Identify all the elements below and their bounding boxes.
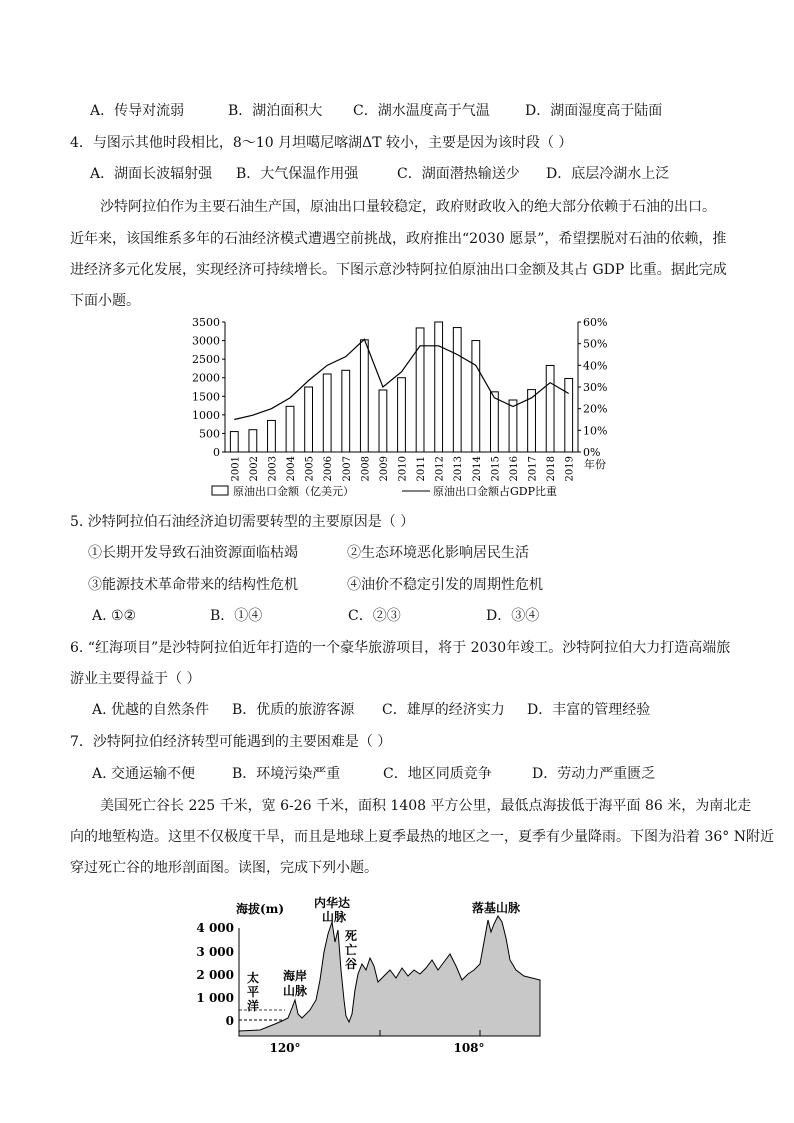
q4-option-a[interactable]: A．湖面长波辐射强: [90, 166, 213, 182]
q3-option-a[interactable]: A．传导对流弱: [90, 103, 185, 119]
profile-y-tick: 2 000: [196, 968, 234, 982]
x-tick-120: 120°: [269, 1041, 301, 1055]
bar: [230, 432, 238, 452]
bar: [249, 430, 257, 452]
coast-range-label: 山脉: [283, 984, 308, 998]
category-label: 2004: [286, 456, 298, 482]
right-tick-label: 30%: [583, 381, 608, 394]
left-tick-label: 1000: [192, 408, 220, 422]
category-label: 2016: [508, 456, 520, 482]
bar: [490, 392, 498, 452]
q5-option-b[interactable]: B．①④: [210, 608, 263, 624]
bar: [379, 390, 387, 452]
q5-item-1: ①长期开发导致石油资源面临枯竭: [88, 545, 298, 561]
x-axis-label: 年份: [584, 458, 606, 471]
q5-item-3: ③能源技术革命带来的结构性危机: [88, 577, 298, 593]
q7-option-d[interactable]: D．劳动力严重匮乏: [532, 766, 656, 782]
category-label: 2017: [527, 456, 539, 482]
category-label: 2005: [304, 456, 316, 482]
oil-export-chart: [180, 312, 620, 502]
q6-option-b[interactable]: B．优质的旅游客源: [232, 702, 355, 718]
bar: [305, 387, 313, 452]
category-label: 2019: [564, 456, 576, 482]
q6-option-c[interactable]: C．雄厚的经济实力: [382, 702, 505, 718]
q7-stem: 7．沙特阿拉伯经济转型可能遇到的主要困难是（ ）: [70, 734, 392, 750]
legend-line-label: 原油出口金额占GDP比重: [433, 485, 558, 498]
q6-option-a[interactable]: A. 优越的自然条件: [92, 702, 210, 718]
death-valley-label: 亡: [345, 943, 358, 957]
left-tick-label: 1500: [192, 390, 220, 404]
legend-bar-swatch: [212, 486, 228, 495]
profile-y-tick: 3 000: [196, 945, 234, 959]
left-tick-label: 3500: [192, 316, 220, 329]
q5-item-2: ②生态环境恶化影响居民生活: [347, 545, 529, 561]
passage1-line-2: 近年来，该国维系多年的石油经济模式遭遇空前挑战，政府推出“2030 愿景”，希望摆脱对石油的依赖，推: [70, 231, 727, 247]
bar: [435, 322, 443, 452]
q6-option-d[interactable]: D．丰富的管理经验: [527, 702, 651, 718]
right-tick-label: 20%: [583, 402, 608, 416]
passage1-line-3: 进经济多元化发展，实现经济可持续增长。下图示意沙特阿拉伯原油出口金额及其占 GDP 比重。据此完成: [70, 262, 727, 278]
coast-range-label: 海岸: [283, 969, 308, 983]
category-label: 2013: [453, 456, 465, 482]
right-tick-label: 40%: [583, 359, 608, 373]
category-label: 2009: [378, 456, 390, 482]
category-label: 2014: [471, 456, 483, 482]
q4-option-d[interactable]: D．底层冷湖水上泛: [546, 166, 670, 182]
nevada-label: 内华达: [314, 896, 351, 910]
category-label: 2018: [546, 456, 558, 482]
passage1-line-4: 下面小题。: [70, 293, 140, 309]
category-label: 2003: [267, 456, 279, 482]
pacific-label: 太: [247, 971, 260, 985]
q3-option-d[interactable]: D．湖面湿度高于陆面: [525, 103, 663, 119]
profile-y-tick: 4 000: [196, 921, 234, 935]
bar: [546, 365, 554, 452]
terrain-profile: [180, 890, 560, 1060]
q5-option-d[interactable]: D．③④: [486, 608, 540, 624]
pacific-label: 洋: [247, 999, 260, 1013]
passage1-line-1: 沙特阿拉伯作为主要石油生产国，原油出口量较稳定，政府财政收入的绝大部分依赖于石油的出口。: [100, 199, 716, 215]
bar: [453, 328, 461, 452]
bar: [286, 406, 294, 452]
bar: [268, 420, 276, 452]
right-tick-label: 60%: [583, 316, 608, 329]
bar: [323, 374, 331, 452]
left-tick-label: 2000: [192, 371, 220, 385]
q5-option-c[interactable]: C．②③: [348, 608, 401, 624]
q3-option-c[interactable]: C．湖水温度高于气温: [353, 103, 490, 119]
death-valley-label: 谷: [345, 957, 358, 971]
rocky-mountains-label: 落基山脉: [472, 901, 521, 915]
q7-option-c[interactable]: C．地区同质竞争: [383, 766, 492, 782]
right-tick-label: 10%: [583, 424, 608, 438]
profile-y-label: 海拔(m): [236, 902, 285, 916]
death-valley-label: 死: [345, 929, 358, 943]
left-tick-label: 3000: [192, 334, 220, 348]
q6-stem-line-2: 游业主要得益于（ ）: [70, 671, 201, 687]
category-label: 2001: [230, 456, 242, 482]
bar: [360, 340, 368, 452]
q4-stem: 4．与图示其他时段相比，8～10 月坦噶尼喀湖ΔT 较小，主要是因为该时段（ ）: [70, 135, 573, 151]
bar: [398, 378, 406, 452]
q5-option-a[interactable]: A. ①②: [92, 608, 137, 624]
passage2-line-2: 向的地堑构造。这里不仅极度干旱，而且是地球上夏季最热的地区之一，夏季有少量降雨。下图为沿着 36° N附近: [70, 829, 774, 845]
profile-y-tick: 1 000: [196, 991, 234, 1005]
left-tick-label: 2500: [192, 353, 220, 367]
q6-stem-line-1: 6. “红海项目”是沙特阿拉伯近年打造的一个豪华旅游项目，将于 2030年竣工。沙特阿拉伯大力打造高端旅: [70, 640, 731, 656]
category-label: 2006: [323, 456, 335, 482]
bar: [472, 341, 480, 452]
passage2-line-3: 穿过死亡谷的地形剖面图。读图，完成下列小题。: [70, 860, 378, 876]
left-tick-label: 500: [199, 427, 220, 441]
category-label: 2012: [434, 456, 446, 482]
category-label: 2011: [416, 456, 428, 482]
bar: [509, 400, 517, 452]
pacific-label: 平: [247, 985, 260, 999]
q5-stem: 5. 沙特阿拉伯石油经济迫切需要转型的主要原因是（ ）: [70, 514, 415, 530]
x-tick-108: 108°: [453, 1041, 485, 1055]
category-label: 2008: [360, 456, 372, 482]
profile-y-tick: 0: [225, 1014, 234, 1028]
q4-option-c[interactable]: C．湖面潜热输送少: [397, 166, 520, 182]
q7-option-b[interactable]: B．环境污染严重: [232, 766, 341, 782]
nevada-label: 山脉: [322, 910, 347, 924]
right-tick-label: 50%: [583, 337, 608, 351]
left-tick-label: 0: [213, 446, 220, 459]
q4-option-b[interactable]: B．大气保温作用强: [236, 166, 359, 182]
right-tick-label: 0%: [583, 446, 601, 459]
category-label: 2007: [341, 456, 353, 482]
passage2-line-1: 美国死亡谷长 225 千米，宽 6-26 千米，面积 1408 平方公里，最低点海拔低于海平面 86 米，为南北走: [100, 798, 752, 814]
legend-bar-label: 原油出口金额（亿美元）: [233, 485, 354, 498]
bar: [565, 378, 573, 452]
category-label: 2015: [490, 456, 502, 482]
q7-option-a[interactable]: A. 交通运输不便: [92, 766, 196, 782]
q5-item-4: ④油价不稳定引发的周期性危机: [347, 577, 543, 593]
category-label: 2010: [397, 456, 409, 482]
q3-option-b[interactable]: B．湖泊面积大: [228, 103, 323, 119]
category-label: 2002: [248, 456, 260, 482]
bar: [342, 370, 350, 452]
